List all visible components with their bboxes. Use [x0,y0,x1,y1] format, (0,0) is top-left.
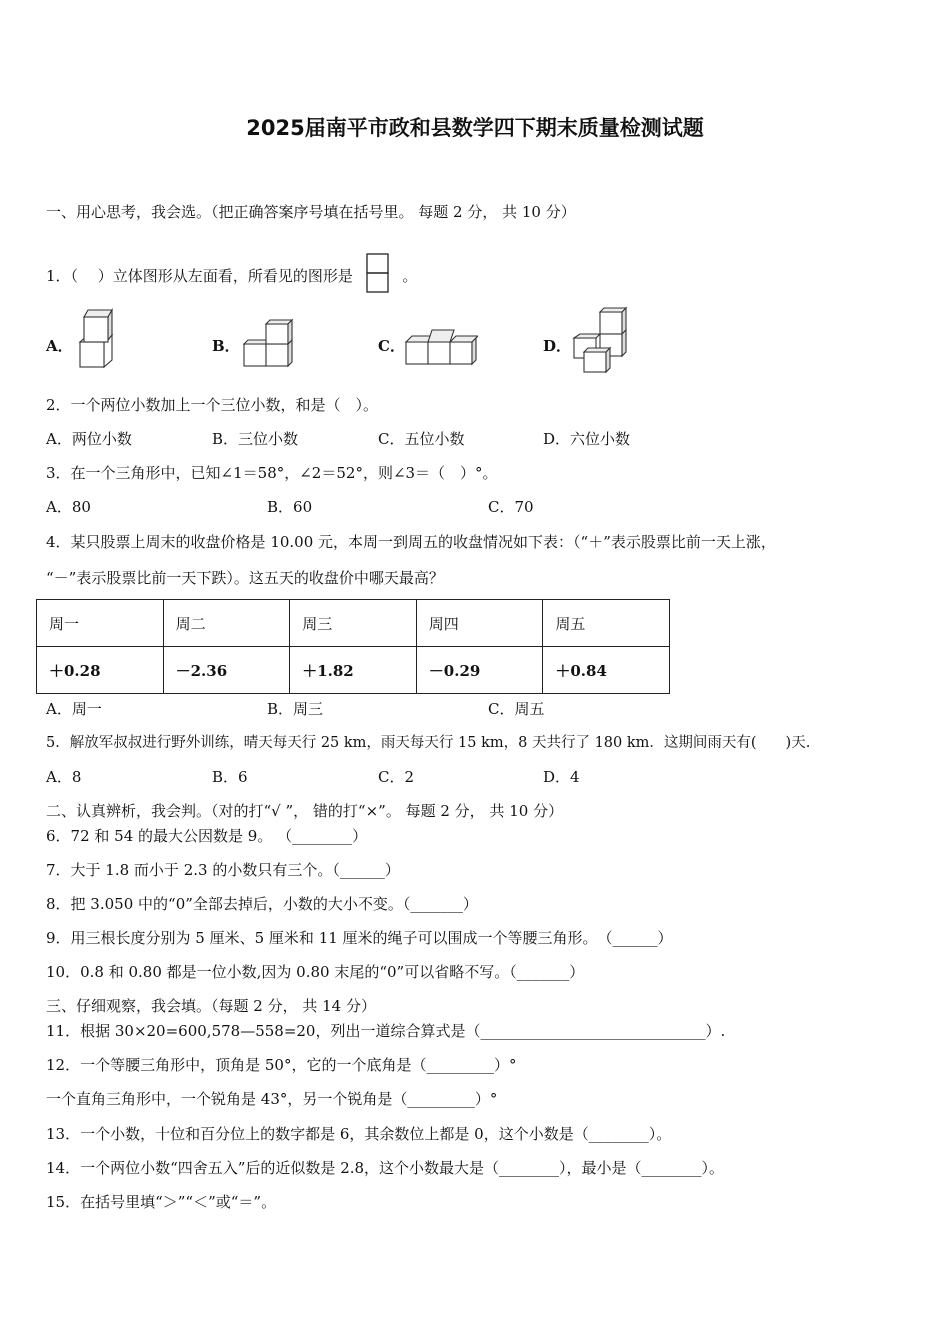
q1-option-a[interactable]: A． [46,337,73,355]
section-3-heading: 三、仔细观察，我会填。（每题 2 分， 共 14 分） [46,997,376,1015]
q5-option-d[interactable]: D．4 [543,768,580,786]
q1-option-d[interactable]: D． [543,337,572,355]
table-value-cell: ＋0.84 [543,647,670,694]
fill-question-12-part-2[interactable]: 一个直角三角形中，一个锐角是 43°，另一个锐角是（_________）° [46,1090,498,1108]
table-value-cell: ＋0.28 [37,647,164,694]
question-1-stem: 1．（ ）立体图形从左面看，所看见的图形是 [46,267,353,285]
question-1-stem-end: 。 [402,267,418,285]
fill-question-12[interactable]: 12．一个等腰三角形中，顶角是 50°，它的一个底角是（_________）° [46,1056,517,1074]
q4-option-b[interactable]: B．周三 [267,700,324,718]
table-value-cell: ＋1.82 [290,647,417,694]
q2-option-b[interactable]: B．三位小数 [212,430,299,448]
judge-question-6[interactable]: 6．72 和 54 的最大公因数是 9。 （________） [46,827,368,845]
table-header-cell: 周一 [37,600,164,647]
fill-question-13[interactable]: 13．一个小数，十位和百分位上的数字都是 6，其余数位上都是 0，这个小数是（________）。 [46,1125,672,1143]
table-header-cell: 周五 [543,600,670,647]
fill-question-15: 15．在括号里填“＞”“＜”或“＝”。 [46,1193,277,1211]
question-3: 3．在一个三角形中，已知∠1＝58°，∠2＝52°，则∠3＝（ ）°。 [46,464,498,482]
q4-option-a[interactable]: A．周一 [46,700,102,718]
judge-question-8[interactable]: 8．把 3.050 中的“0”全部去掉后，小数的大小不变。（_______） [46,895,478,913]
judge-question-9[interactable]: 9．用三根长度分别为 5 厘米、5 厘米和 11 厘米的绳子可以围成一个等腰三角形。 （______） [46,929,673,947]
table-row [37,647,670,694]
table-header-cell: 周三 [290,600,417,647]
judge-question-10[interactable]: 10．0.8 和 0.80 都是一位小数,因为 0.80 末尾的“0”可以省略不写。（_______） [46,963,585,981]
q2-option-d[interactable]: D．六位小数 [543,430,631,448]
q1-option-c[interactable]: C． [378,337,405,355]
table-header-cell: 周二 [163,600,290,647]
table-value-cell: －2.36 [163,647,290,694]
section-2-heading: 二、认真辨析，我会判。（对的打“√ ”， 错的打“×”。 每题 2 分， 共 10 分） [46,802,564,820]
q1-option-c-figure [404,328,478,368]
page-title: 2025届南平市政和县数学四下期末质量检测试题 [246,116,704,140]
fill-question-11[interactable]: 11．根据 30×20=600,578—558=20，列出一道综合算式是（______________________________）. [46,1022,726,1040]
side-view-figure [366,253,390,295]
q3-option-c[interactable]: C．70 [488,498,534,516]
table-row [37,600,670,647]
question-2: 2．一个两位小数加上一个三位小数，和是（ ）。 [46,396,379,414]
fill-question-14[interactable]: 14．一个两位小数“四舍五入”后的近似数是 2.8，这个小数最大是（________），最小是（________）。 [46,1159,725,1177]
question-1 [46,253,417,295]
table-header-cell: 周四 [416,600,543,647]
q5-option-a[interactable]: A．8 [46,768,82,786]
q3-option-b[interactable]: B．60 [267,498,313,516]
question-4-line-1: 4．某只股票上周末的收盘价格是 10.00 元，本周一到周五的收盘情况如下表：（“＋”表示股票比前一天上涨， [46,533,776,551]
q2-option-c[interactable]: C．五位小数 [378,430,465,448]
q5-option-c[interactable]: C．2 [378,768,415,786]
q2-option-a[interactable]: A．两位小数 [46,430,132,448]
table-value-cell: －0.29 [416,647,543,694]
q1-option-d-figure [570,306,632,376]
q1-option-a-figure [76,308,116,370]
stock-table [36,599,670,694]
q1-option-b-figure [242,318,294,370]
section-1-heading: 一、用心思考，我会选。（把正确答案序号填在括号里。 每题 2 分， 共 10 分） [46,203,576,221]
question-5: 5．解放军叔叔进行野外训练，晴天每天行 25 km，雨天每天行 15 km，8 天共行了 180 km．这期间雨天有( )天. [46,735,811,751]
q1-option-b[interactable]: B． [212,337,240,355]
judge-question-7[interactable]: 7．大于 1.8 而小于 2.3 的小数只有三个。（______） [46,861,400,879]
q3-option-a[interactable]: A．80 [46,498,91,516]
q5-option-b[interactable]: B．6 [212,768,248,786]
question-4-line-2: “－”表示股票比前一天下跌）。这五天的收盘价中哪天最高？ [46,569,444,587]
q4-option-c[interactable]: C．周五 [488,700,545,718]
